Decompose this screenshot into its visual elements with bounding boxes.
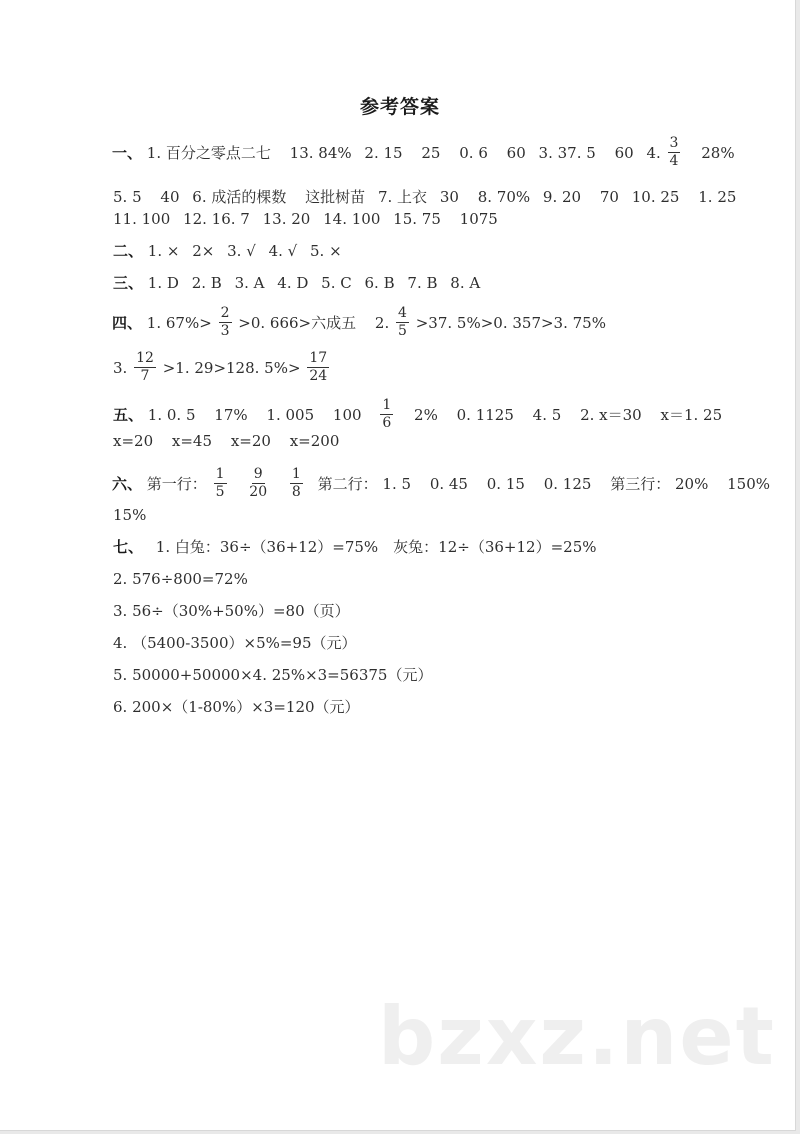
answer: >1. 29>128. 5%> xyxy=(162,358,301,377)
answer: 5. C xyxy=(321,274,352,292)
page-title: 参考答案 xyxy=(359,96,440,118)
answer: 8. 70% xyxy=(477,188,531,206)
answer: 1. 67%> xyxy=(146,313,212,332)
fraction: $\frac{2}{3}$ xyxy=(220,305,230,339)
answer: 1. 白兔：36÷（36+12）=75% 灰兔：12÷（36+12）=25% xyxy=(155,538,597,556)
answer: 1. 005 xyxy=(266,405,315,424)
section-label: 一、 xyxy=(112,143,143,162)
section-label: 二、 xyxy=(113,242,144,260)
answer: 0. 125 xyxy=(543,474,592,493)
answer: 7. B xyxy=(407,274,438,292)
section-label: 三、 xyxy=(113,274,144,292)
row-label: 第一行： xyxy=(146,474,207,493)
section-label: 七、 xyxy=(113,538,144,556)
answer: 60 xyxy=(506,143,526,162)
answer: 0. 6 xyxy=(459,143,488,162)
section-label: 六、 xyxy=(112,474,143,493)
answer: 12. 16. 7 xyxy=(183,210,250,228)
answer: 4. √ xyxy=(268,242,298,260)
fraction: $\frac{1}{8}$ xyxy=(291,466,301,500)
answer: 3. xyxy=(113,358,128,377)
answer: 17% xyxy=(214,405,248,424)
answer: 60 xyxy=(614,143,634,162)
section-2 xyxy=(113,240,342,261)
fraction: $\frac{12}{7}$ xyxy=(136,350,154,384)
fraction: $\frac{9}{20}$ xyxy=(249,466,268,500)
answer: 25 xyxy=(421,143,441,162)
answer: 13. 84% xyxy=(289,143,352,162)
answer: 0. 15 xyxy=(486,474,525,493)
answer: >37. 5%>0. 357>3. 75% xyxy=(415,313,606,332)
answer: 30 xyxy=(439,188,459,206)
answer: 9. 20 xyxy=(542,188,582,206)
answer: 1. 百分之零点二七 xyxy=(146,143,271,162)
answer: x=45 xyxy=(171,432,213,450)
answer: 1. 25 xyxy=(698,188,737,206)
answer: x＝1. 25 xyxy=(660,405,723,424)
answer: 4. （5400-3500）×5%=95（元） xyxy=(113,634,357,652)
section-1-line-1 xyxy=(112,135,735,170)
answer: 15. 75 xyxy=(393,210,441,228)
answer: 1. 0. 5 xyxy=(147,405,196,424)
answer: 1. × xyxy=(147,242,180,260)
answer: 28% xyxy=(701,143,735,162)
section-5-line-1 xyxy=(113,397,722,432)
fraction: $\frac{1}{6}$ xyxy=(382,397,392,431)
section-7-item-6 xyxy=(113,696,360,717)
answer: x=200 xyxy=(289,432,340,450)
answer: 6. 200×（1-80%）×3=120（元） xyxy=(113,698,360,716)
watermark: bzxz.net xyxy=(378,990,776,1083)
answer: 2% xyxy=(414,405,438,424)
answer: 2× xyxy=(192,242,215,260)
answer: 3. √ xyxy=(227,242,256,260)
answer: 8. A xyxy=(450,274,481,292)
section-7-item-3 xyxy=(113,600,350,621)
section-1-line-2 xyxy=(113,186,736,207)
answer: 6. B xyxy=(364,274,395,292)
answer: 2. B xyxy=(191,274,222,292)
section-7-item-5 xyxy=(113,664,432,685)
answer: 3. A xyxy=(234,274,265,292)
answer: 1. D xyxy=(147,274,179,292)
section-4-line-1 xyxy=(112,305,606,340)
answer: 14. 100 xyxy=(323,210,381,228)
section-3 xyxy=(113,272,480,293)
answer: 2. x＝30 xyxy=(580,405,642,424)
section-label: 四、 xyxy=(112,313,143,332)
section-1-line-3 xyxy=(113,208,498,229)
answer: 5. 50000+50000×4. 25%×3=56375（元） xyxy=(113,666,433,684)
answer: 4. D xyxy=(277,274,309,292)
row-label: 第二行： xyxy=(317,474,378,493)
fraction: $\frac{4}{5}$ xyxy=(398,305,407,339)
answer: 1075 xyxy=(459,210,498,228)
section-6-line-1 xyxy=(112,466,770,501)
answer: 6. 成活的棵数 xyxy=(192,188,287,206)
answer: 11. 100 xyxy=(113,210,171,228)
answer: >0. 666>六成五 xyxy=(238,313,357,332)
answer: 7. 上衣 xyxy=(377,188,428,206)
section-7-item-4 xyxy=(113,632,357,653)
section-7-item-2 xyxy=(113,568,248,589)
section-5-line-2 xyxy=(113,430,339,451)
answer: 13. 20 xyxy=(262,210,311,228)
answer: 40 xyxy=(160,188,180,206)
answer: 3. 37. 5 xyxy=(538,143,596,162)
answer: 2. 576÷800=72% xyxy=(113,570,248,588)
answer: 1. 5 xyxy=(382,474,412,493)
answer: x=20 xyxy=(230,432,271,450)
fraction: $\frac{1}{5}$ xyxy=(215,466,225,500)
section-6-line-2 xyxy=(113,504,146,525)
fraction: $\frac{3}{4}$ xyxy=(669,135,679,169)
answer: 70 xyxy=(599,188,619,206)
answer: 3. 56÷（30%+50%）=80（页） xyxy=(113,602,350,620)
answer: 0. 1125 xyxy=(456,405,514,424)
answer: 2. 15 xyxy=(364,143,403,162)
section-label: 五、 xyxy=(113,405,144,424)
answer: 5. 5 xyxy=(113,188,142,206)
answer: 10. 25 xyxy=(631,188,680,206)
answer: 2. xyxy=(374,313,390,332)
row-label: 第三行： xyxy=(610,474,671,493)
answer: 100 xyxy=(332,405,362,424)
answer: 15% xyxy=(113,506,147,524)
fraction: $\frac{17}{24}$ xyxy=(309,350,328,384)
answer: x=20 xyxy=(113,432,154,450)
answer: 4. xyxy=(646,143,661,162)
answer: 0. 45 xyxy=(429,474,468,493)
answer: 5. × xyxy=(309,242,342,260)
answer: 150% xyxy=(727,474,771,493)
answer: 这批树苗 xyxy=(305,188,366,206)
answer: 20% xyxy=(675,474,709,493)
answer: 4. 5 xyxy=(532,405,562,424)
section-4-line-2 xyxy=(113,350,331,385)
section-7-item-1 xyxy=(113,536,597,557)
